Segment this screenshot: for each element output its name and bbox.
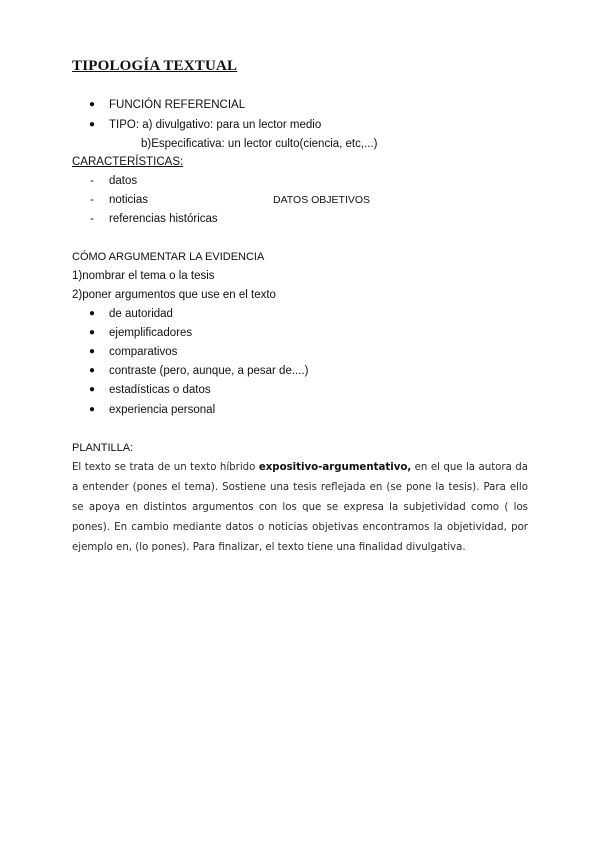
argument-type-item: experiencia personal [109, 404, 216, 416]
argumentar-heading: CÓMO ARGUMENTAR LA EVIDENCIA [72, 251, 265, 263]
referencial-item-2b: b)Especificativa: un lector culto(ciencia, etc,...) [141, 138, 378, 150]
argumentar-step-2: 2)poner argumentos que use en el texto [72, 289, 276, 301]
plantilla-paragraph [72, 458, 528, 558]
dash-icon: - [90, 175, 94, 187]
dash-icon: - [90, 194, 94, 206]
bullet-icon: ● [89, 404, 96, 415]
plantilla-heading: PLANTILLA: [72, 442, 134, 454]
argument-type-item: comparativos [109, 346, 178, 358]
bullet-icon: ● [89, 346, 96, 357]
bullet-icon: ● [89, 327, 96, 338]
datos-objetivos-label: DATOS OBJETIVOS [273, 194, 371, 206]
bullet-icon: ● [89, 365, 96, 376]
argument-type-item: contraste (pero, aunque, a pesar de....) [109, 365, 309, 377]
plantilla-text-rest: en el que la autora da a entender (pones el tema). Sostiene una tesis reflejada en (se pone la tesis). Para ello se apoya en distintos argumentos con los que se expresa la subjetividad como ( los pones). En cambio mediante datos o noticias objetivas encontramos la objetividad, por ejemplo en, (lo pones). Para finalizar, el texto tiene una finalidad divulgativa. [72, 462, 528, 553]
caracteristicas-item: noticias [109, 194, 148, 206]
bullet-icon: ● [89, 384, 96, 395]
document-title: TIPOLOGÍA TEXTUAL [72, 58, 238, 74]
plantilla-bold-term: expositivo-argumentativo, [258, 462, 412, 473]
bullet-icon: ● [89, 308, 96, 319]
referencial-item-2: TIPO: a) divulgativo: para un lector medio [109, 119, 322, 131]
argument-type-item: estadísticas o datos [109, 384, 211, 396]
plantilla-text-start: El texto se trata de un texto híbrido [72, 462, 259, 473]
bullet-icon: ● [89, 119, 96, 130]
dash-icon: - [90, 213, 94, 225]
argument-type-item: de autoridad [109, 308, 173, 320]
caracteristicas-item: datos [109, 175, 138, 187]
argument-type-item: ejemplificadores [109, 327, 193, 339]
caracteristicas-heading: CARACTERÍSTICAS: [72, 156, 184, 168]
bullet-icon: ● [89, 99, 96, 110]
caracteristicas-item: referencias históricas [109, 213, 218, 225]
argumentar-step-1: 1)nombrar el tema o la tesis [72, 270, 215, 282]
referencial-item-1: FUNCIÓN REFERENCIAL [109, 99, 246, 111]
